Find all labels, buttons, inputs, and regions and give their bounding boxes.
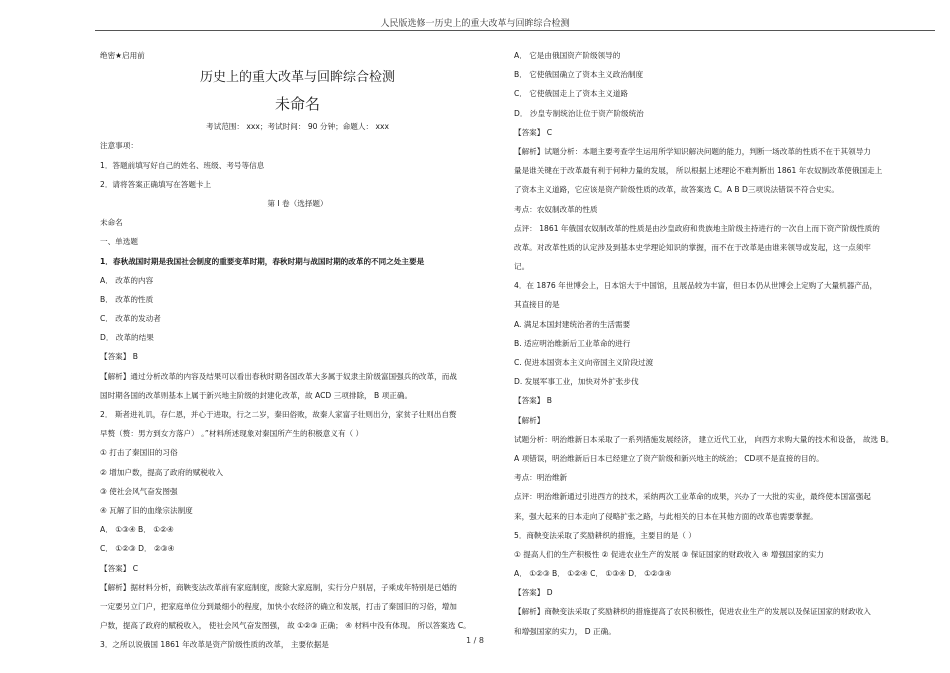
question-2-answer: 【答案】 C [100, 563, 139, 573]
header-rule [95, 30, 935, 31]
question-type-heading: 一、单选题 [100, 237, 138, 247]
question-2-analysis: 户数，提高了政府的赋税收入， 使社会风气奋发图强， 故 ①②③ 正确； ④ 材料中没有体现。 所以答案选 C。 [100, 621, 471, 631]
question-3-option-b: B． 它使俄国确立了资本主义政治制度 [514, 70, 644, 80]
question-2-analysis: 一定要另立门户，把家庭单位分到最细小的程度，加快小农经济的确立和发展，打击了秦国旧的习俗，增加 [100, 601, 457, 611]
question-2-stem: 早赘（赘：男方到女方落户） 。”材料所述现象对秦国所产生的积极意义有（ ） [100, 429, 364, 439]
question-3-stem: 3．之所以说俄国 1861 年改革是资产阶级性质的改革， 主要依据是 [100, 640, 329, 650]
question-5-answer: 【答案】 D [514, 588, 553, 598]
question-5-options: A． ①②③ B． ①②④ C． ①③④ D． ①②③④ [514, 569, 672, 579]
section-subtitle: 未命名 [100, 218, 123, 228]
notice-item: 1．答题前填写好自己的姓名、班级、考号等信息 [100, 160, 265, 170]
left-column [100, 46, 495, 654]
question-1-analysis: 【解析】通过分析改革的内容及结果可以看出春秋时期各国改革大多属于奴隶主阶级富国强兵的改革，而战 [100, 371, 457, 381]
exam-subtitle: 未命名 [274, 95, 320, 114]
question-3-analysis: 了资本主义道路，它应该是资产阶级性质的改革，故答案选 C。A B D三项说法错误不符合史实。 [514, 185, 839, 195]
question-4-option-a: A. 满足本国封建统治者的生活需要 [514, 319, 631, 329]
question-4-analysis: 试题分析：明治维新日本采取了一系列措施发展经济， 建立近代工业， 向西方求购大量的技术和设备， 故选 B。 [514, 434, 894, 444]
question-3-analysis: 量是谁关键在于改革最有利于何种力量的发展， 所以根据上述理论不难判断出 1861 年农奴制改革使俄国走上 [514, 166, 883, 176]
question-3-option-c: C． 它使俄国走上了资本主义道路 [514, 89, 629, 99]
question-2-item: ② 增加户数，提高了政府的赋税收入 [100, 467, 224, 477]
question-3-answer: 【答案】 C [514, 127, 553, 137]
question-2-options-cd: C． ①②③ D． ②③④ [100, 544, 175, 554]
question-4-option-c: C. 促进本国资本主义向帝国主义阶段过渡 [514, 358, 654, 367]
notice-item: 2．请将答案正确填写在答题卡上 [100, 179, 212, 189]
notice-heading: 注意事项： [100, 141, 138, 151]
question-5-analysis: 【解析】商鞅变法采取了奖励耕织的措施提高了农民积极性，促进农业生产的发展以及保证国家的财政收入 [514, 607, 871, 617]
question-4-analysis: A 项错误，明治维新后日本已经建立了资产阶级和新兴地主的统治； CD项不是直接的目的。 [514, 453, 824, 463]
question-2-options-ab: A． ①③④ B． ①②④ [100, 525, 174, 535]
question-4-stem: 4．在 1876 年世博会上，日本馆大于中国馆，且展品较为丰富，但日本仍从世博会上定购了大量机器产品， [514, 281, 878, 291]
question-4-option-b: B. 适应明治维新后工业革命的进行 [514, 338, 631, 348]
question-4-analysis-heading: 【解析】 [514, 415, 545, 425]
question-3-analysis: 【解析】试题分析：本题主要考查学生运用所学知识解决问题的能力，判断一场改革的性质不在于其领导力 [514, 146, 871, 156]
question-3-option-a: A． 它是由俄国资产阶级领导的 [514, 51, 621, 60]
question-4-option-d: D. 发展军事工业，加快对外扩张步伐 [514, 377, 639, 387]
question-1-stem: 1．春秋战国时期是我国社会制度的重要变革时期，春秋时期与战国时期的改革的不同之处主要是 [100, 256, 425, 266]
question-3-topic: 考点：农奴制改革的性质 [514, 204, 598, 214]
exam-info: 考试范围： xxx；考试时间： 90 分钟；命题人： xxx [206, 122, 389, 132]
question-5-stem: 5．商鞅变法采取了奖励耕织的措施，主要目的是（ ） [514, 530, 696, 540]
question-1-option-b: B． 改革的性质 [100, 294, 154, 304]
question-2-stem: 2． 斯者进礼讥，存仁恩，并心于进取，行之二岁，秦田俗败，故秦人家富子壮则出分，家贫子壮则出自赘 [100, 410, 457, 419]
confidential-mark: 绝密★启用前 [100, 51, 145, 60]
question-2-analysis: 【解析】据材料分析，商鞅变法改革前有家庭制度，废除大家庭制，实行分户别居，子乘成年特别是已婚的 [100, 582, 457, 592]
section-heading: 第 I 卷（选择题） [267, 198, 328, 208]
question-1-analysis: 国时期各国的改革则基本上属于新兴地主阶级的封建化改革，故 ACD 三项排除， B 项正确。 [100, 390, 413, 400]
question-4-topic: 考点：明治维新 [514, 473, 568, 483]
question-2-item: ① 打击了秦国旧的习俗 [100, 448, 178, 458]
right-column [514, 46, 934, 641]
question-4-comment: 来，强大起来的日本走向了侵略扩张之路，与此相关的日本在其他方面的改革也需要掌握。 [514, 511, 818, 521]
question-5-analysis: 和增强国家的实力， D 正确。 [514, 626, 616, 636]
question-5-items: ① 提高人们的生产积极性 ② 促进农业生产的发展 ③ 保证国家的财政收入 ④ 增强国家的实力 [514, 549, 824, 559]
question-2-item: ③ 使社会风气奋发图强 [100, 486, 178, 496]
exam-title: 历史上的重大改革与回眸综合检测 [199, 70, 395, 86]
question-4-comment: 点评：明治维新通过引进西方的技术，采纳两次工业革命的成果，兴办了一大批的实业，最终使本国富强起 [514, 492, 871, 502]
question-3-comment: 点评： 1861 年俄国农奴制改革的性质是由沙皇政府和贵族地主阶级主持进行的一次自上而下资产阶级性质的 [514, 223, 880, 233]
question-1-option-c: C． 改革的发动者 [100, 314, 161, 324]
question-1-option-d: D． 改革的结果 [100, 333, 154, 343]
question-3-comment: 改革。对改革性质的认定涉及到基本史学理论知识的掌握，而不在于改革是由谁来领导或发起，这一点须牢 [514, 242, 871, 252]
page-header: 人民版选修一历史上的重大改革与回眸综合检测 [380, 19, 570, 29]
question-3-option-d: D． 沙皇专制统治让位于资产阶级统治 [514, 108, 644, 118]
question-1-answer: 【答案】 B [100, 352, 138, 362]
page-number: 1 / 8 [466, 636, 484, 645]
question-4-stem: 其直接目的是 [514, 300, 560, 310]
question-3-comment: 记。 [514, 262, 530, 272]
question-4-answer: 【答案】 B [514, 396, 552, 406]
question-2-item: ④ 瓦解了旧的血缘宗法制度 [100, 505, 193, 515]
question-1-option-a: A． 改革的内容 [100, 275, 154, 285]
